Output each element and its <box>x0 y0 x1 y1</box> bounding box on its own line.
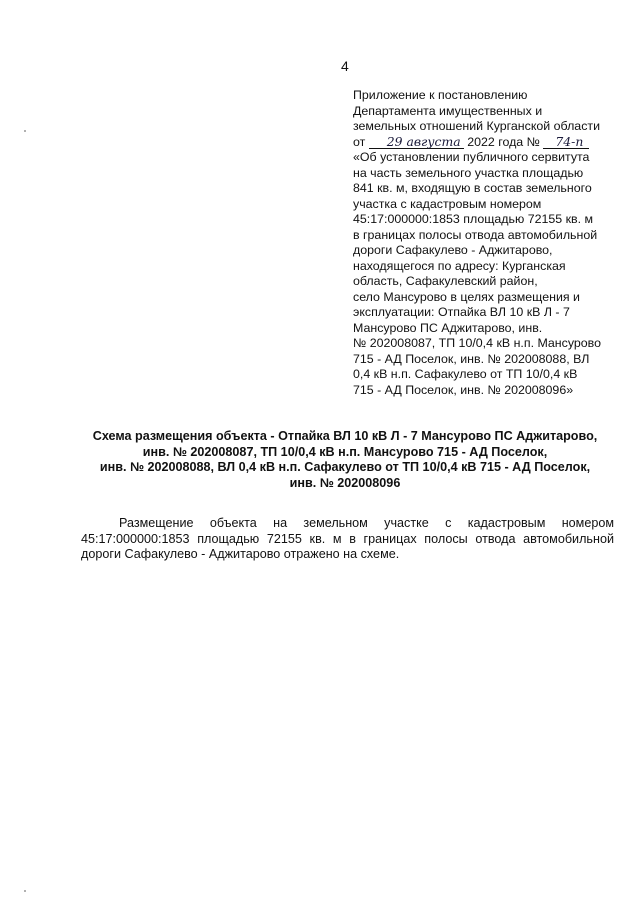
body-paragraph <box>81 516 614 563</box>
annex-line: земельных отношений Курганской области <box>353 119 600 133</box>
annex-quote-line: № 202008087, ТП 10/0,4 кВ н.п. Мансурово <box>353 336 602 350</box>
annex-quote-line: эксплуатации: Отпайка ВЛ 10 кВ Л - 7 <box>353 305 570 319</box>
paragraph-line: дороги Сафакулево - Аджитарово отражено на схеме. <box>81 547 400 561</box>
title-line: инв. № 202008096 <box>289 475 401 490</box>
paragraph-line: Размещение объекта на земельном участке с кадастровым номером <box>119 516 614 530</box>
year-text: 2022 года № <box>467 134 540 149</box>
document-title <box>70 429 620 491</box>
annex-quote-line: 0,4 кВ н.п. Сафакулево от ТП 10/0,4 кВ <box>353 367 578 381</box>
annex-quote-line: область, Сафакулевский район, <box>353 274 538 288</box>
annex-quote-line: на часть земельного участка площадью <box>353 165 584 180</box>
scan-speck <box>24 130 26 132</box>
handwritten-date: 29 августа <box>369 135 464 149</box>
annex-quote-line: в границах полосы отвода автомобильной <box>353 227 598 242</box>
title-line: инв. № 202008088, ВЛ 0,4 кВ н.п. Сафакулево от ТП 10/0,4 кВ 715 - АД Поселок, <box>99 460 591 474</box>
annex-quote-line: село Мансурово в целях размещения и <box>353 289 580 304</box>
annex-date-line <box>353 135 623 151</box>
title-line: Схема размещения объекта - Отпайка ВЛ 10 кВ Л - 7 Мансурово ПС Аджитарово, <box>92 429 598 443</box>
annex-quote-line: находящегося по адресу: Курганская <box>353 258 566 273</box>
annex-quote-line: Мансурово ПС Аджитарово, инв. <box>353 320 543 335</box>
annex-quote-line: «Об установлении публичного сервитута <box>353 150 590 164</box>
date-prefix: от <box>353 134 366 149</box>
annex-quote-line: 715 - АД Поселок, инв. № 202008088, ВЛ <box>353 351 590 366</box>
annex-quote-line: 45:17:000000:1853 площадью 72155 кв. м <box>353 212 594 226</box>
annex-header <box>353 88 623 398</box>
annex-line: Приложение к постановлению <box>353 88 528 102</box>
paragraph-line: 45:17:000000:1853 площадью 72155 кв. м в границах полосы отвода автомобильной <box>81 531 614 546</box>
annex-quote-line: участка с кадастровым номером <box>353 196 542 211</box>
page-number: 4 <box>341 58 349 74</box>
title-line: инв. № 202008087, ТП 10/0,4 кВ н.п. Мансурово 715 - АД Поселок, <box>142 444 548 459</box>
annex-quote-line: 841 кв. м, входящую в состав земельного <box>353 181 592 195</box>
annex-quote-line: 715 - АД Поселок, инв. № 202008096» <box>353 382 574 397</box>
annex-quote-line: дороги Сафакулево - Аджитарово, <box>353 243 553 257</box>
handwritten-number: 74-п <box>543 135 589 149</box>
scan-speck <box>24 890 26 892</box>
annex-line: Департамента имущественных и <box>353 103 543 118</box>
